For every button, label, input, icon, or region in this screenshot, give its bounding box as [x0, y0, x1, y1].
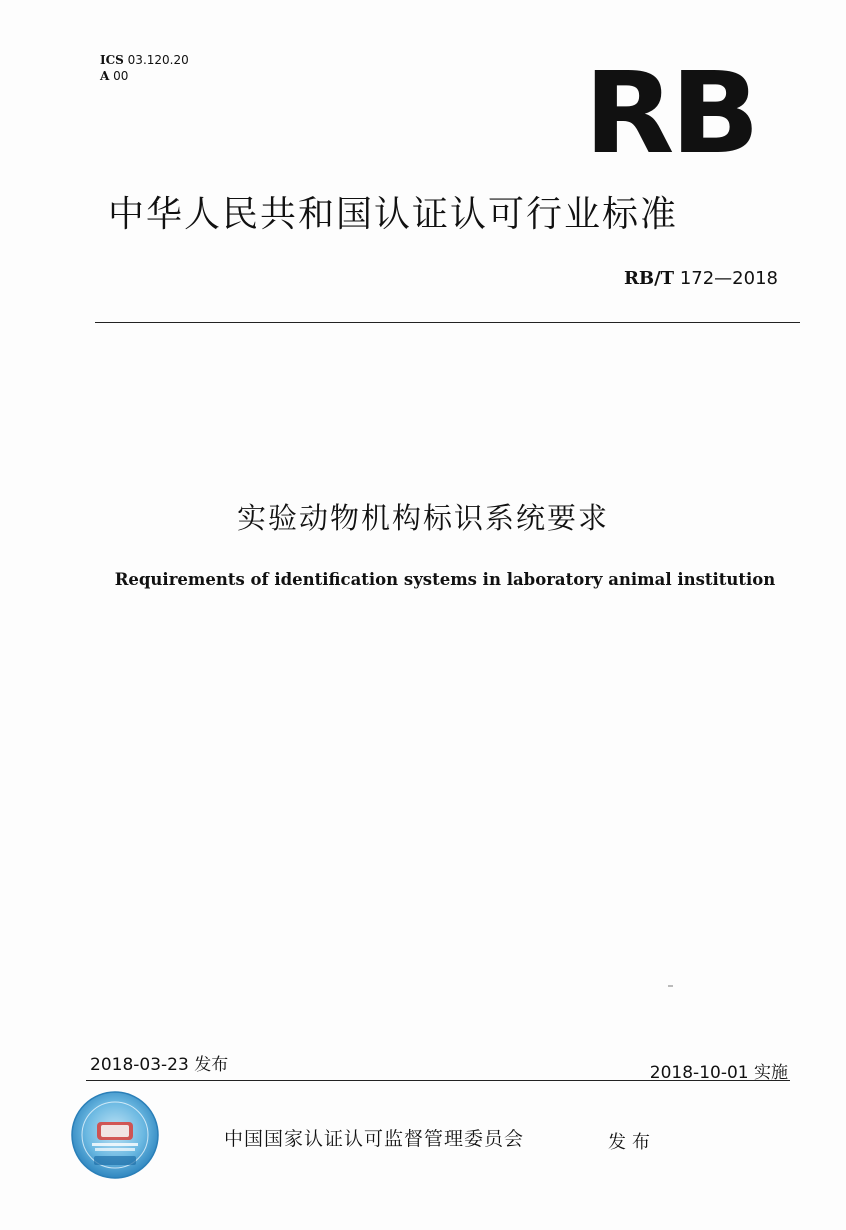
- standard-number: [624, 268, 778, 289]
- class-line: [100, 68, 189, 84]
- ics-label: ICS: [100, 53, 124, 67]
- ics-code: 03.120.20: [127, 53, 189, 67]
- standard-prefix: RB/T: [623, 268, 675, 289]
- anti-counterfeit-seal-icon: [70, 1090, 160, 1180]
- standard-code: 172—2018: [679, 268, 778, 289]
- scan-speck: [668, 985, 673, 987]
- classification-codes: [100, 52, 189, 84]
- publish-label: 发布: [608, 1132, 656, 1153]
- issue-date: 2018-03-23 发布: [90, 1055, 229, 1075]
- ics-line: [100, 52, 189, 68]
- class-code: 00: [113, 69, 129, 83]
- header-divider: [95, 322, 800, 323]
- implement-date: 2018-10-01 实施: [649, 1063, 788, 1083]
- class-label: A: [100, 69, 110, 83]
- document-title-en: Requirements of identification systems in laboratory animal institution: [114, 570, 776, 589]
- rb-logo: RB: [584, 49, 756, 179]
- publisher-name: 中国国家认证认可监督管理委员会: [224, 1128, 525, 1150]
- standard-category-title: 中华人民共和国认证认可行业标准: [108, 194, 679, 235]
- footer-divider: [86, 1080, 790, 1081]
- document-title-cn: 实验动物机构标识系统要求: [236, 501, 609, 535]
